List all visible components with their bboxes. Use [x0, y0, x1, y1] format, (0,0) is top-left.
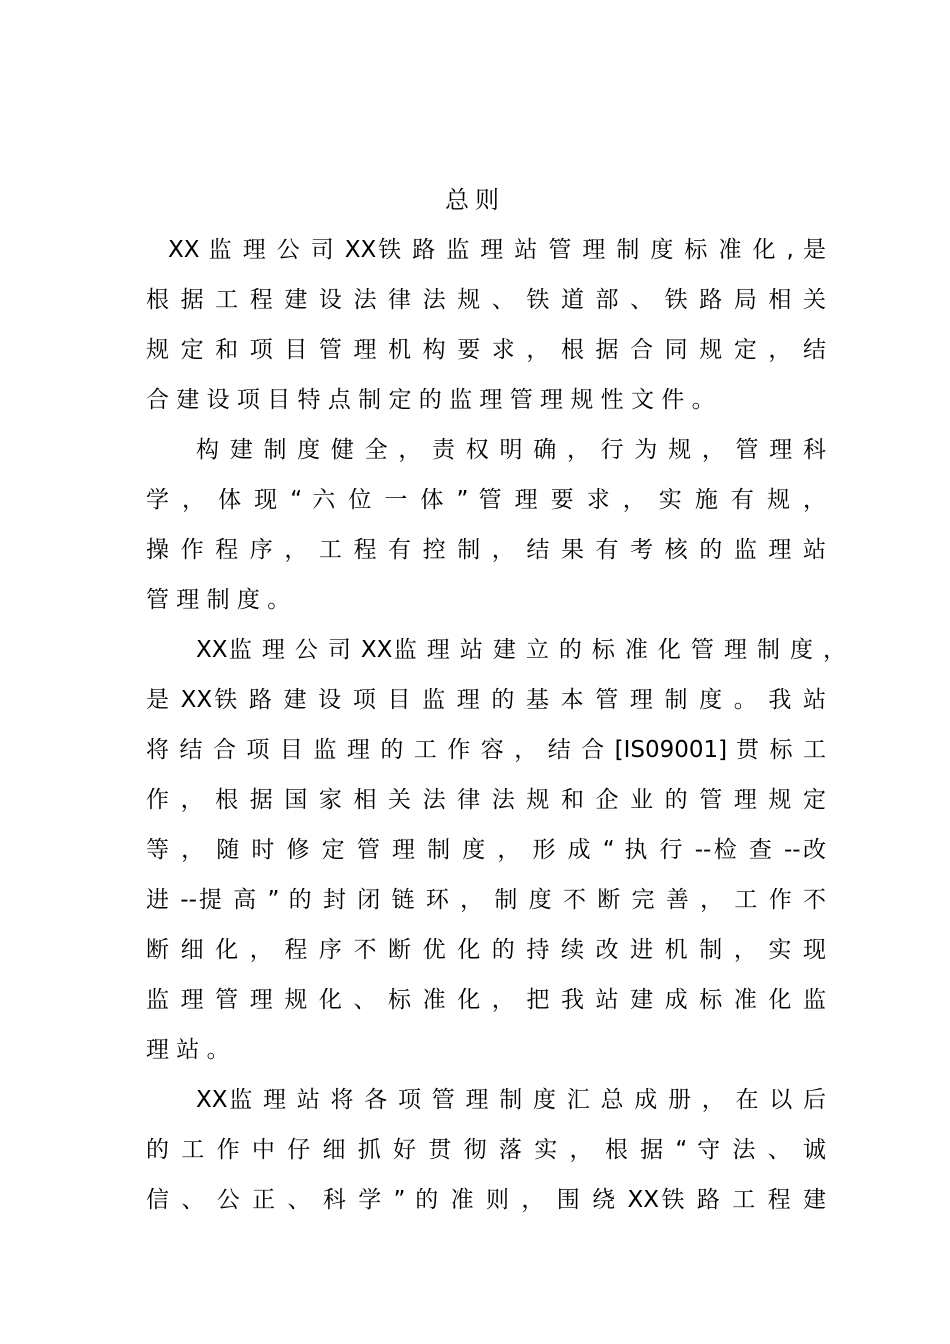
text-line: 操 作 程 序 ， 工 程 有 控 制 ， 结 果 有 考 核 的 监 理 站 — [146, 537, 826, 563]
text-line: 理 站 。 — [146, 1037, 230, 1063]
text-line: 等 ， 随 时 修 定 管 理 制 度 ， 形 成 “ 执 行 --检 查 --改 — [146, 837, 826, 863]
text-line: 构 建 制 度 健 全 ， 责 权 明 确 ， 行 为 规 ， 管 理 科 — [196, 437, 826, 463]
text-line: 合 建 设 项 目 特 点 制 定 的 监 理 管 理 规 性 文 件 。 — [146, 387, 715, 413]
text-line: 进 --提 高 ” 的 封 闭 链 环 ， 制 度 不 断 完 善 ， 工 作 不 — [146, 887, 826, 913]
text-line: XX 监 理 公 司 XX铁 路 监 理 站 管 理 制 度 标 准 化 , 是 — [168, 237, 826, 263]
text-line: 根 据 工 程 建 设 法 律 法 规 、 铁 道 部 、 铁 路 局 相 关 — [146, 287, 826, 313]
text-line: XX监 理 公 司 XX监 理 站 建 立 的 标 准 化 管 理 制 度 ， — [196, 637, 846, 663]
text-line: 作 ， 根 据 国 家 相 关 法 律 法 规 和 企 业 的 管 理 规 定 — [146, 787, 826, 813]
text-line: 将 结 合 项 目 监 理 的 工 作 容 ， 结 合 [IS09001] 贯 标 工 — [146, 737, 826, 763]
text-line: 管 理 制 度 。 — [146, 587, 291, 613]
text-line: XX监 理 站 将 各 项 管 理 制 度 汇 总 成 册 ， 在 以 后 — [196, 1087, 826, 1113]
text-line: 规 定 和 项 目 管 理 机 构 要 求 ， 根 据 合 同 规 定 ， 结 — [146, 337, 826, 363]
text-line: 的 工 作 中 仔 细 抓 好 贯 彻 落 实 ， 根 据 “ 守 法 、 诚 — [146, 1137, 826, 1163]
text-line: 监 理 管 理 规 化 、 标 准 化 ， 把 我 站 建 成 标 准 化 监 — [146, 987, 826, 1013]
text-line: 信 、 公 正 、 科 学 ” 的 准 则 ， 围 绕 XX铁 路 工 程 建 — [146, 1187, 826, 1213]
text-line: 是 XX铁 路 建 设 项 目 监 理 的 基 本 管 理 制 度 。 我 站 — [146, 687, 826, 713]
text-line: 学 ， 体 现 “ 六 位 一 体 ” 管 理 要 求 ， 实 施 有 规 ， — [146, 487, 826, 513]
document-title: 总则 — [445, 186, 505, 214]
text-line: 断 细 化 ， 程 序 不 断 优 化 的 持 续 改 进 机 制 ， 实 现 — [146, 937, 826, 963]
